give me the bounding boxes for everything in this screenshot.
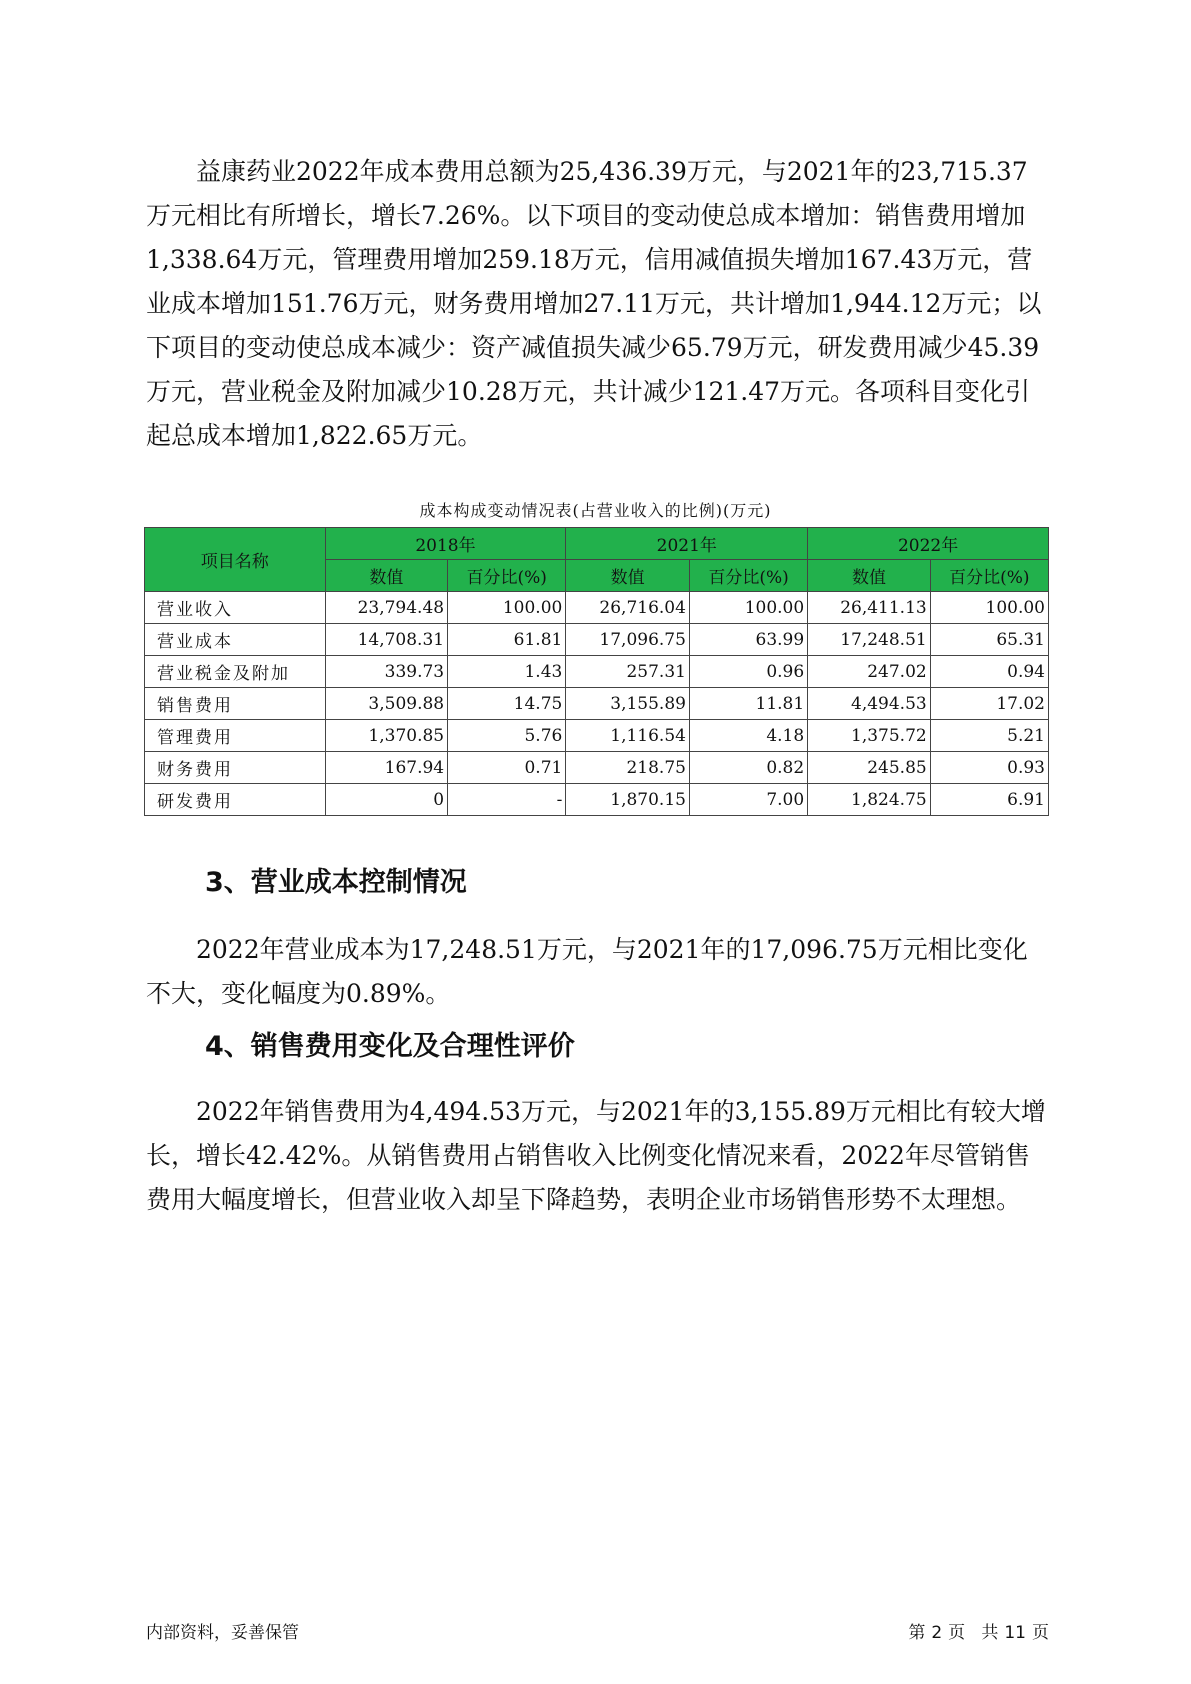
- cell: 0.94: [930, 656, 1048, 688]
- col-header-year: 2018年: [325, 528, 566, 560]
- cell: 14.75: [448, 688, 566, 720]
- cell: 14,708.31: [325, 624, 448, 656]
- cell: 1,375.72: [808, 720, 931, 752]
- table-row: [145, 784, 1049, 816]
- cell: 17,096.75: [566, 624, 690, 656]
- page-prefix: 第: [908, 1623, 926, 1643]
- row-label: 营业税金及附加: [145, 656, 326, 688]
- cell: 26,411.13: [808, 592, 931, 624]
- sales-expense-paragraph-text: 2022年销售费用为4,494.53万元，与2021年的3,155.89万元相比有较大增长，增长42.42%。从销售费用占销售收入比例变化情况来看，2022年尽管销售费用大幅度增长，但营业收入却呈下降趋势，表明企业市场销售形势不太理想。: [146, 1097, 1046, 1214]
- cell: 26,716.04: [566, 592, 690, 624]
- section-heading-cost-control: 3、营业成本控制情况: [205, 867, 467, 898]
- row-label: 营业成本: [145, 624, 326, 656]
- section-heading-sales-expense: 4、销售费用变化及合理性评价: [205, 1031, 575, 1062]
- intro-paragraph: [146, 150, 1046, 458]
- col-header-percent: 百分比(%): [930, 560, 1048, 592]
- col-header-item-name: 项目名称: [145, 528, 326, 592]
- cell: 61.81: [448, 624, 566, 656]
- col-header-value: 数值: [566, 560, 690, 592]
- cell: 1,116.54: [566, 720, 690, 752]
- cell: 245.85: [808, 752, 931, 784]
- table-row: [145, 624, 1049, 656]
- cell: 1.43: [448, 656, 566, 688]
- cell: 0: [325, 784, 448, 816]
- row-label: 管理费用: [145, 720, 326, 752]
- cell: 17,248.51: [808, 624, 931, 656]
- cell: 100.00: [689, 592, 807, 624]
- cell: 1,824.75: [808, 784, 931, 816]
- cell: 167.94: [325, 752, 448, 784]
- col-header-value: 数值: [325, 560, 448, 592]
- total-suffix: 页: [1032, 1623, 1049, 1643]
- current-page: 2: [931, 1623, 943, 1643]
- total-prefix: 共: [981, 1623, 999, 1643]
- table-row: [145, 752, 1049, 784]
- table-row: [145, 656, 1049, 688]
- col-header-percent: 百分比(%): [689, 560, 807, 592]
- cell: 17.02: [930, 688, 1048, 720]
- table-row: [145, 592, 1049, 624]
- col-header-year: 2022年: [808, 528, 1049, 560]
- cell: 4,494.53: [808, 688, 931, 720]
- cell: 11.81: [689, 688, 807, 720]
- cell: 100.00: [448, 592, 566, 624]
- table-caption: 成本构成变动情况表(占营业收入的比例)(万元): [419, 501, 772, 520]
- cell: 63.99: [689, 624, 807, 656]
- cell: 0.71: [448, 752, 566, 784]
- cell: 247.02: [808, 656, 931, 688]
- footer-confidential-note: 内部资料，妥善保管: [146, 1623, 299, 1643]
- cell: 5.76: [448, 720, 566, 752]
- row-label: 研发费用: [145, 784, 326, 816]
- table-header-row: [145, 528, 1049, 560]
- cell: -: [448, 784, 566, 816]
- col-header-percent: 百分比(%): [448, 560, 566, 592]
- cost-control-paragraph-text: 2022年营业成本为17,248.51万元，与2021年的17,096.75万元相比变化不大，变化幅度为0.89%。: [146, 935, 1028, 1008]
- sales-expense-paragraph: [146, 1090, 1046, 1222]
- cell: 7.00: [689, 784, 807, 816]
- cell: 6.91: [930, 784, 1048, 816]
- row-label: 营业收入: [145, 592, 326, 624]
- cell: 339.73: [325, 656, 448, 688]
- table-row: [145, 688, 1049, 720]
- cell: 4.18: [689, 720, 807, 752]
- col-header-value: 数值: [808, 560, 931, 592]
- col-header-year: 2021年: [566, 528, 808, 560]
- cell: 5.21: [930, 720, 1048, 752]
- cell: 0.93: [930, 752, 1048, 784]
- intro-paragraph-text: 益康药业2022年成本费用总额为25,436.39万元，与2021年的23,715.37万元相比有所增长，增长7.26%。以下项目的变动使总成本增加：销售费用增加1,338.64万元，管理费用增加259.18万元，信用减值损失增加167.43万元，营业成本增加151.76万元，财务费用增加27.11万元，共计增加1,944.12万元；以下项目的变动使总成本减少：资产减值损失减少65.79万元，研发费用减少45.39万元，营业税金及附加减少10.28万元，共计减少121.47万元。各项科目变化引起总成本增加1,822.65万元。: [146, 157, 1042, 450]
- cell: 1,870.15: [566, 784, 690, 816]
- cell: 100.00: [930, 592, 1048, 624]
- cell: 1,370.85: [325, 720, 448, 752]
- cost-structure-table: [144, 527, 1049, 816]
- cell: 0.96: [689, 656, 807, 688]
- cell: 65.31: [930, 624, 1048, 656]
- cell: 0.82: [689, 752, 807, 784]
- cell: 23,794.48: [325, 592, 448, 624]
- cost-control-paragraph: [146, 928, 1046, 1016]
- cell: 218.75: [566, 752, 690, 784]
- row-label: 销售费用: [145, 688, 326, 720]
- cell: 257.31: [566, 656, 690, 688]
- page-mid: 页: [948, 1623, 966, 1643]
- total-pages: 11: [1004, 1623, 1026, 1643]
- row-label: 财务费用: [145, 752, 326, 784]
- cell: 3,155.89: [566, 688, 690, 720]
- cell: 3,509.88: [325, 688, 448, 720]
- footer-page-number: [908, 1618, 1049, 1643]
- table-row: [145, 720, 1049, 752]
